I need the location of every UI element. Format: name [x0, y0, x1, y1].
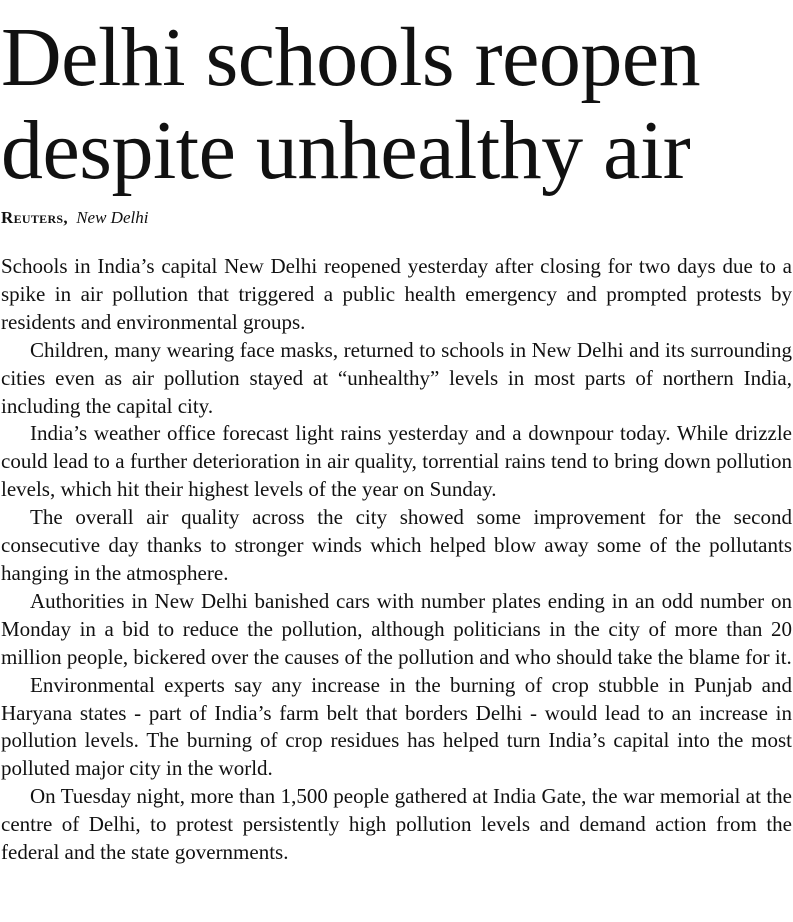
paragraph-7: On Tuesday night, more than 1,500 people gathered at India Gate, the war memorial at the centre of Delhi, to protest persistently high pollution levels and demand action from the federal and the state governments.	[1, 784, 792, 865]
byline	[1, 207, 148, 229]
byline-agency: Reuters,	[1, 208, 68, 227]
headline	[1, 11, 793, 197]
headline-line-2: despite unhealthy air	[1, 104, 691, 197]
headline-line-1: Delhi schools reopen	[1, 11, 701, 104]
paragraph-4: The overall air quality across the city showed some improvement for the second consecutive day thanks to stronger winds which helped blow away some of the pollutants hanging in the atmosphere.	[1, 505, 792, 585]
article-body	[1, 253, 792, 867]
paragraph-6: Environmental experts say any increase in the burning of crop stubble in Punjab and Haryana states - part of India’s farm belt that borders Delhi - would lead to an increase in pollution levels. The burning of crop residues has helped turn India’s capital into the most polluted major city in the world.	[1, 672, 792, 781]
paragraph-5: Authorities in New Delhi banished cars with number plates ending in an odd number on Monday in a bid to reduce the pollution, although politicians in the city of more than 20 million people, bickered over the causes of the pollution and who should take the blame for it.	[1, 588, 792, 669]
paragraph-2: Children, many wearing face masks, returned to schools in New Delhi and its surrounding cities even as air pollution stayed at “unhealthy” levels in most parts of northern India, including the capital city.	[1, 337, 792, 418]
paragraph-1: Schools in India’s capital New Delhi reopened yesterday after closing for two days due to a spike in air pollution that triggered a public health emergency and prompted protests by residents and environmental groups.	[1, 254, 792, 334]
paragraph-3: India’s weather office forecast light rains yesterday and a downpour today. While drizzle could lead to a further deterioration in air quality, torrential rains tend to bring down pollution levels, which hit their highest levels of the year on Sunday.	[1, 421, 792, 502]
byline-location: New Delhi	[76, 208, 149, 227]
